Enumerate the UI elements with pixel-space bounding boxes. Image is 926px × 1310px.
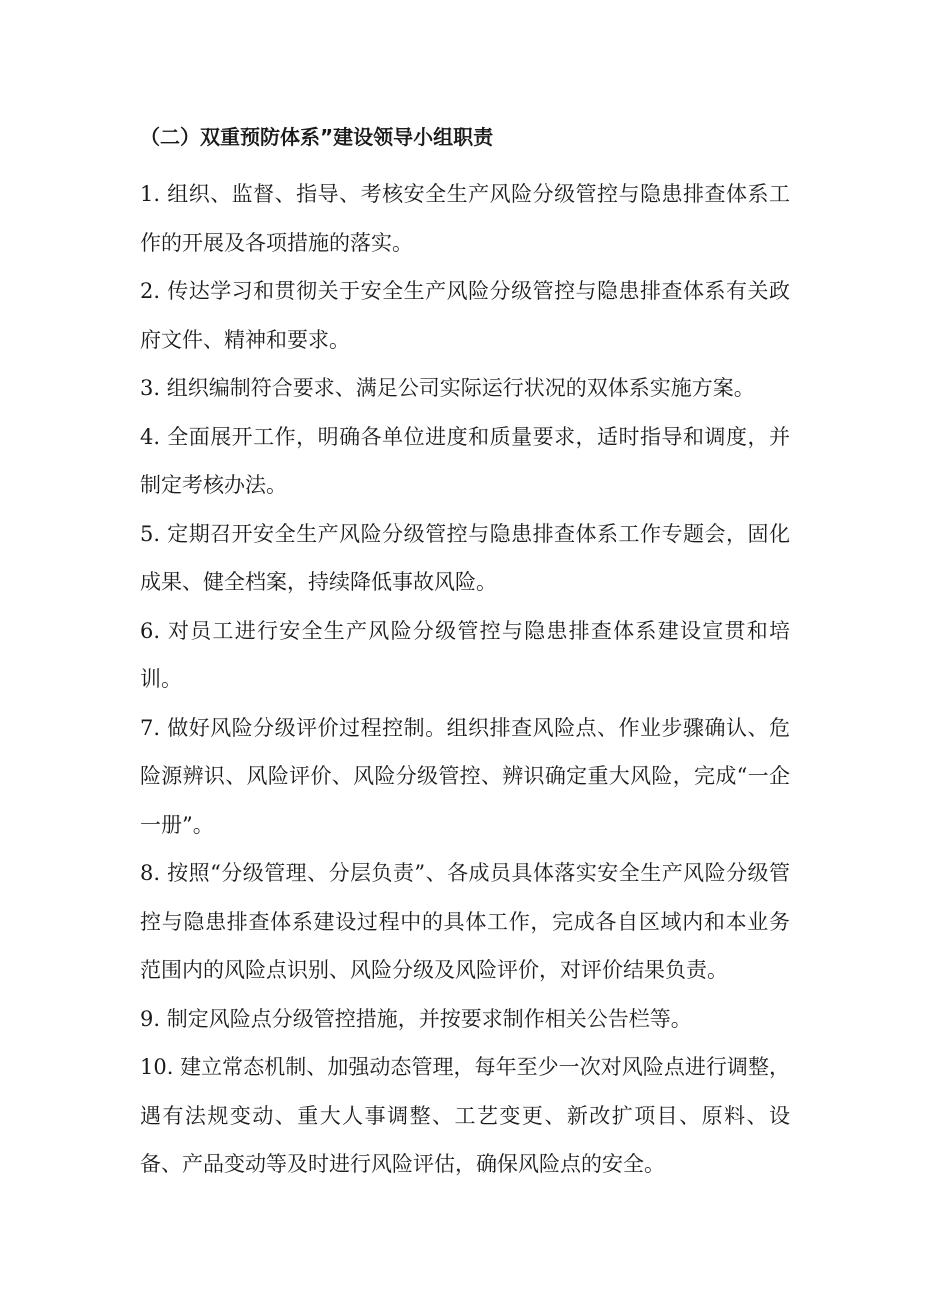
duty-item-2: 2. 传达学习和贯彻关于安全生产风险分级管控与隐患排查体系有关政府文件、精神和要求。 (140, 279, 790, 352)
duty-item-7: 7. 做好风险分级评价过程控制。组织排查风险点、作业步骤确认、危险源辨识、风险评价、风险分级管控、辨识确定重大风险，完成“一企一册”。 (140, 715, 790, 837)
duty-item-4: 4. 全面展开工作，明确各单位进度和质量要求，适时指导和调度，并制定考核办法。 (140, 424, 790, 497)
duty-item-6: 6. 对员工进行安全生产风险分级管控与隐患排查体系建设宣贯和培训。 (140, 618, 790, 691)
duty-item-9: 9. 制定风险点分级管控措施，并按要求制作相关公告栏等。 (140, 1006, 692, 1031)
duty-list (140, 170, 790, 1189)
duty-item-1: 1. 组织、监督、指导、考核安全生产风险分级管控与隐患排查体系工作的开展及各项措施的落实。 (140, 182, 790, 255)
section-heading: （二）双重预防体系”建设领导小组职责 (140, 125, 494, 149)
duty-item-10: 10. 建立常态机制、加强动态管理，每年至少一次对风险点进行调整，遇有法规变动、重大人事调整、工艺变更、新改扩项目、原料、设备、产品变动等及时进行风险评估，确保风险点的安全。 (140, 1055, 790, 1176)
duty-item-5: 5. 定期召开安全生产风险分级管控与隐患排查体系工作专题会，固化成果、健全档案，持续降低事故风险。 (140, 521, 790, 594)
duty-item-8: 8. 按照“分级管理、分层负责”、各成员具体落实安全生产风险分级管控与隐患排查体系建设过程中的具体工作，完成各自区域内和本业务范围内的风险点识别、风险分级及风险评价，对评价结果负责。 (140, 861, 790, 982)
duty-item-3: 3. 组织编制符合要求、满足公司实际运行状况的双体系实施方案。 (140, 376, 755, 400)
